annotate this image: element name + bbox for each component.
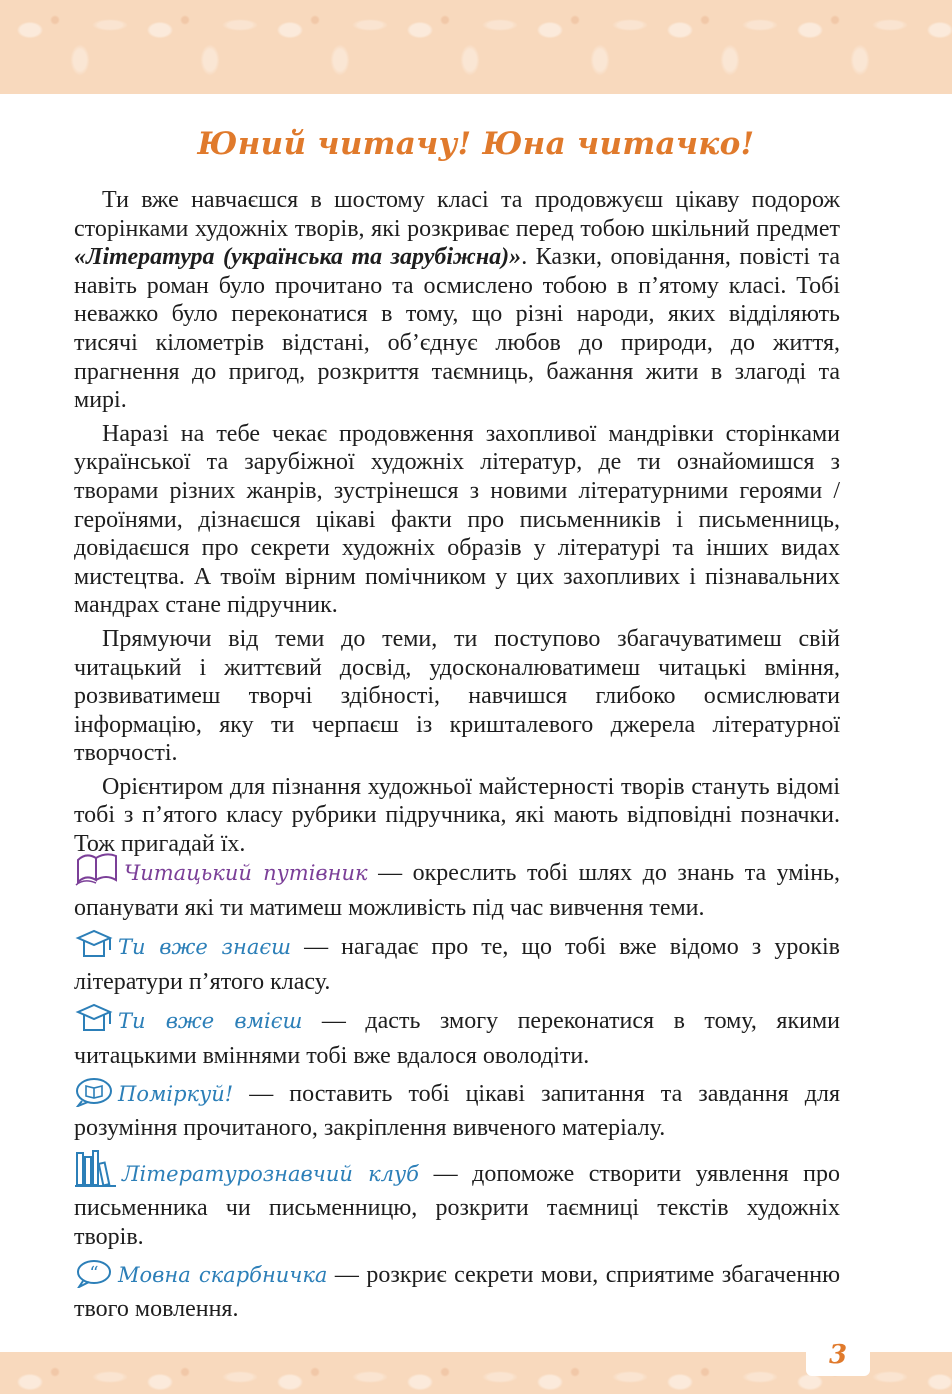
intro-p1-text-cont: . Казки, оповідання, повісті та навіть роман було прочитано та осмислено тобою в п’ятому класі. Тобі неважко було переконатися в тому, що різні народи, яких відділяють тисячі кілометрів відстані, об’єднує любов до природи, до життя, прагнення до пригод, розкриття таємниць, бажання жити в злагоді та мирі. xyxy=(74,244,840,414)
rubric-name: Поміркуй! xyxy=(118,1081,234,1106)
rubric-literary-club xyxy=(74,1149,840,1252)
rubric-description: — окреслить тобі шлях до знань та умінь, опанувати які ти матимеш можливість під час вивчення теми. xyxy=(74,860,840,921)
book-bubble-icon xyxy=(74,1077,114,1115)
rubric-name: Мовна скарбничка xyxy=(118,1262,328,1287)
rubric-name: Ти вже вмієш xyxy=(118,1009,303,1034)
intro-paragraph-3: Прямуючи від теми до теми, ти поступово збагачуватимеш свій читацький і життєвий досвід, удосконалюватимеш читацькі вміння, розвиватимеш творчі здібності, навчишся глибоко осмислювати інформацію, яку ти черпаєш із кришталевого джерела літературної творчості. xyxy=(74,625,840,767)
rubric-description: — поставить тобі цікаві запитання та завдання для розуміння прочитаного, закріплення вивченого матеріалу. xyxy=(74,1080,840,1142)
intro-paragraph-1 xyxy=(74,186,840,415)
rubric-you-know xyxy=(74,928,840,996)
intro-text xyxy=(74,186,840,859)
page-number: 3 xyxy=(806,1334,870,1376)
graduation-cap-icon xyxy=(74,928,114,968)
rubric-description: — дасть змогу переконатися в тому, якими читацькими вміннями тобі вже вдалося оволодіти. xyxy=(74,1008,840,1069)
page-title: Юний читачу! Юна читачко! xyxy=(197,126,755,162)
rubric-list xyxy=(74,852,840,1330)
rubric-name: Літературознавчий клуб xyxy=(122,1161,420,1186)
decorative-header-band xyxy=(0,0,952,94)
rubric-you-can xyxy=(74,1002,840,1070)
intro-paragraph-4: Орієнтиром для пізнання художньої майстерності творів стануть відомі тобі з п’ятого класу рубрики підручника, які мають відповідні позначки. Тож пригадай їх. xyxy=(74,773,840,858)
rubric-reader-guide xyxy=(74,852,840,922)
quote-bubble-icon xyxy=(74,1258,114,1296)
rubric-description: — допоможе створити уявлення про письменника чи письменницю, розкрити таємниці текстів художніх творів. xyxy=(74,1160,841,1250)
rubric-description: — розкриє секрети мови, сприятиме збагаченню твого мовлення. xyxy=(74,1261,840,1323)
bookshelf-icon xyxy=(74,1149,118,1195)
rubric-language-treasury xyxy=(74,1258,840,1324)
intro-paragraph-2: Наразі на тебе чекає продовження захопливої мандрівки сторінками української та зарубіжної художніх літератур, де ти ознайомишся з творами різних жанрів, зустрінешся з новими літературними героями / героїнями, дізнаєшся цікаві факти про письменників і письменниць, довідаєшся про секрети художніх образів у літературі та інших видах мистецтва. А твоїм вірним помічником у цих захопливих і пізнавальних мандрах стане підручник. xyxy=(74,420,840,619)
rubric-name: Ти вже знаєш xyxy=(118,935,291,960)
rubric-think xyxy=(74,1077,840,1143)
subject-name: «Література (українська та зарубіжна)» xyxy=(74,244,522,271)
intro-p1-text: Ти вже навчаєшся в шостому класі та продовжуєш цікаву подорож сторінками художніх творів, які розкриває перед тобою шкільний предмет xyxy=(74,187,840,242)
rubric-description: — нагадає про те, що тобі вже відомо з уроків літератури п’ятого класу. xyxy=(74,934,840,995)
graduation-cap-icon xyxy=(74,1002,114,1042)
rubric-name: Читацький путівник xyxy=(124,861,368,885)
open-book-icon xyxy=(74,852,120,894)
svg-text:“: “ xyxy=(89,1262,99,1284)
